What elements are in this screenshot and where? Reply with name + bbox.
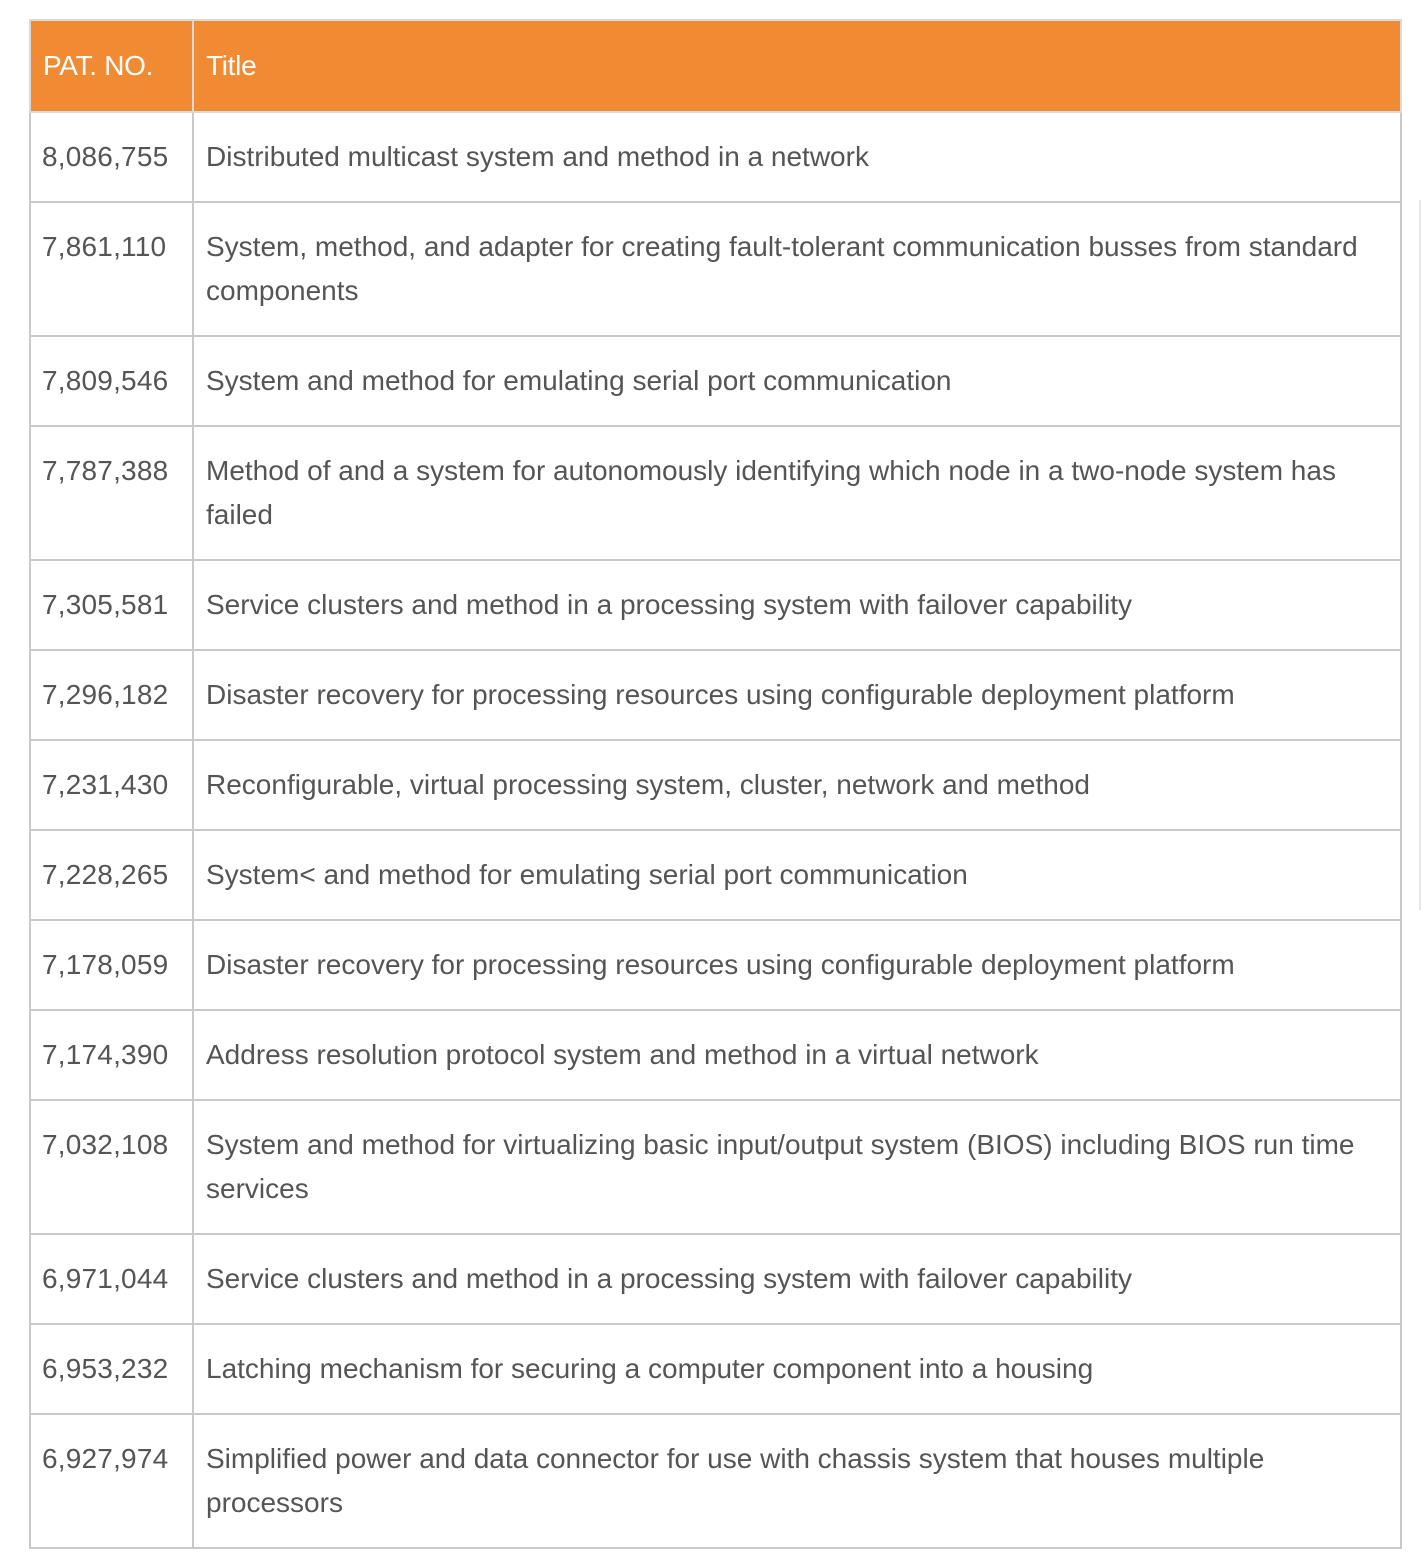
header-title: Title	[193, 20, 1401, 112]
patent-number-cell: 6,927,974	[30, 1414, 193, 1548]
patent-number-cell: 7,861,110	[30, 202, 193, 336]
table-row	[30, 112, 1401, 202]
table-row	[30, 202, 1401, 336]
patent-title-cell: Service clusters and method in a processing system with failover capability	[193, 560, 1401, 650]
patent-number-cell: 7,231,430	[30, 740, 193, 830]
table-row	[30, 1234, 1401, 1324]
page-edge-divider	[1419, 200, 1421, 910]
patent-title-cell: Disaster recovery for processing resources using configurable deployment platform	[193, 920, 1401, 1010]
patent-title-cell: Service clusters and method in a processing system with failover capability	[193, 1234, 1401, 1324]
table-row	[30, 1414, 1401, 1548]
patent-title-cell: Disaster recovery for processing resources using configurable deployment platform	[193, 650, 1401, 740]
table-row	[30, 740, 1401, 830]
patent-title-cell: Simplified power and data connector for use with chassis system that houses multiple processors	[193, 1414, 1401, 1548]
patent-title-cell: Reconfigurable, virtual processing system, cluster, network and method	[193, 740, 1401, 830]
patent-table	[29, 19, 1402, 1549]
patent-title-cell: System and method for virtualizing basic input/output system (BIOS) including BIOS run time services	[193, 1100, 1401, 1234]
patent-title-cell: System, method, and adapter for creating fault-tolerant communication busses from standard components	[193, 202, 1401, 336]
patent-number-cell: 7,305,581	[30, 560, 193, 650]
table-row	[30, 650, 1401, 740]
patent-number-cell: 7,178,059	[30, 920, 193, 1010]
patent-number-cell: 8,086,755	[30, 112, 193, 202]
table-row	[30, 1010, 1401, 1100]
patent-table-container	[29, 19, 1400, 1549]
patent-number-cell: 7,174,390	[30, 1010, 193, 1100]
patent-title-cell: System and method for emulating serial port communication	[193, 336, 1401, 426]
patent-number-cell: 6,953,232	[30, 1324, 193, 1414]
table-row	[30, 1324, 1401, 1414]
patent-number-cell: 7,032,108	[30, 1100, 193, 1234]
patent-number-cell: 7,296,182	[30, 650, 193, 740]
header-patent-number: PAT. NO.	[30, 20, 193, 112]
patent-title-cell: Address resolution protocol system and method in a virtual network	[193, 1010, 1401, 1100]
table-row	[30, 830, 1401, 920]
table-header	[30, 20, 1401, 112]
table-body	[30, 112, 1401, 1548]
patent-number-cell: 7,228,265	[30, 830, 193, 920]
patent-number-cell: 7,787,388	[30, 426, 193, 560]
patent-title-cell: Method of and a system for autonomously identifying which node in a two-node system has failed	[193, 426, 1401, 560]
table-row	[30, 560, 1401, 650]
table-row	[30, 1100, 1401, 1234]
patent-number-cell: 7,809,546	[30, 336, 193, 426]
header-row	[30, 20, 1401, 112]
patent-title-cell: Latching mechanism for securing a computer component into a housing	[193, 1324, 1401, 1414]
patent-title-cell: System< and method for emulating serial port communication	[193, 830, 1401, 920]
table-row	[30, 336, 1401, 426]
patent-title-cell: Distributed multicast system and method in a network	[193, 112, 1401, 202]
table-row	[30, 920, 1401, 1010]
table-row	[30, 426, 1401, 560]
patent-number-cell: 6,971,044	[30, 1234, 193, 1324]
